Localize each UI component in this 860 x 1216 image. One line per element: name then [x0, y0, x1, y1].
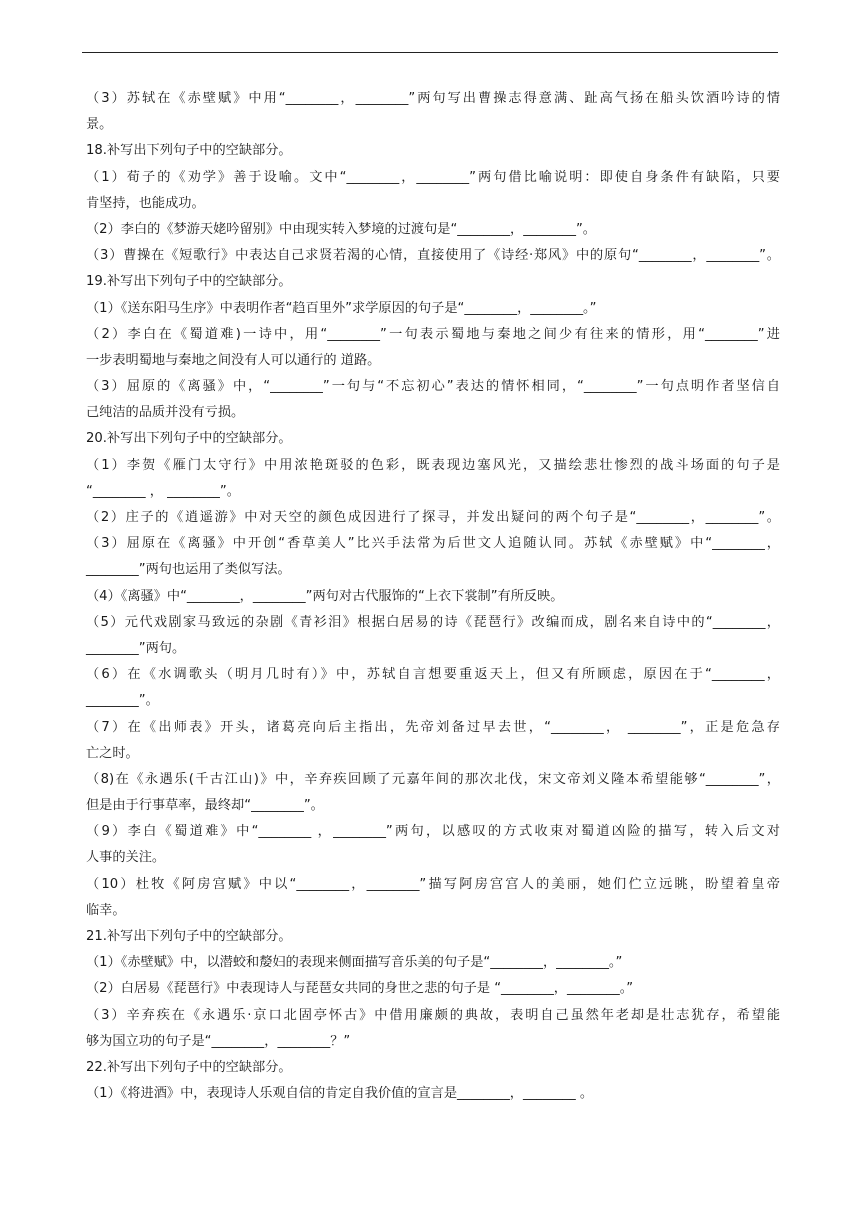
text-line: （2）李白在《蜀道难)一诗中，用“________”一句表示蜀地与秦地之间少有往来的情形，用“________”进 [86, 326, 780, 342]
text-line: （10）杜牧《阿房宫赋》中以“________，________”描写阿房宫宫人的美丽，她们伫立远眺，盼望着皇帝 [86, 876, 780, 892]
text-line: 己纯洁的品质并没有亏损。 [86, 405, 245, 421]
text-line: ________”。 [86, 693, 159, 709]
text-line: 景。 [86, 117, 113, 133]
text-line: 临幸。 [86, 902, 126, 918]
text-line: 一步表明蜀地与秦地之间没有人可以通行的 道路。 [86, 352, 381, 368]
text-line: 人事的关注。 [86, 850, 166, 866]
text-line: （1）《将进酒》中，表现诗人乐观自信的肯定自我价值的宣言是________，________ 。 [86, 1086, 594, 1102]
text-line: “________ ， ________”。 [86, 483, 240, 499]
text-line: （3）苏轼在《赤壁赋》中用“________，________”两句写出曹操志得意满、趾高气扬在船头饮酒吟诗的情 [86, 91, 780, 106]
text-line: 19.补写出下列句子中的空缺部分。 [86, 274, 292, 290]
text-line: （4）《离骚》中“________，________”两句对古代服饰的“上衣下裳制”有所反映。 [86, 588, 564, 604]
text-line: 亡之时。 [86, 745, 139, 761]
text-line: （9）李白《蜀道难》中“________ ，________”两句，以感叹的方式收束对蜀道凶险的描写，转入后文对 [86, 824, 780, 840]
text-line: ________”两句也运用了类似写法。 [86, 562, 291, 578]
text-line: 但是由于行事草率，最终却“________”。 [86, 798, 324, 814]
text-line: ________”两句。 [86, 640, 186, 656]
text-line: （2）庄子的《逍遥游》中对天空的颜色成因进行了探寻，并发出疑问的两个句子是“________，________”。 [86, 510, 780, 525]
text-line: （3）屈原的《离骚》中，“________”一句与“不忘初心”表达的情怀相同，“________”一句点明作者坚信自 [86, 379, 780, 395]
text-line: 22.补写出下列句子中的空缺部分。 [86, 1059, 292, 1075]
text-line: （2）白居易《琵琶行》中表现诗人与琵琶女共同的身世之悲的句子是 “________，________。” [86, 981, 634, 997]
text-line: （6）在《水调歌头（明月几时有）》中，苏轼自言想要重返天上，但又有所顾虑，原因在于“________， [86, 667, 780, 683]
text-line: 20.补写出下列句子中的空缺部分。 [86, 431, 292, 447]
header-rule [82, 52, 778, 53]
text-line: （5）元代戏剧家马致远的杂剧《青衫泪》根据白居易的诗《琵琶行》改编而成，剧名来自诗中的“________， [86, 614, 780, 630]
document-body [86, 86, 780, 1107]
text-line: （1）《送东阳马生序》中表明作者“趋百里外”求学原因的句子是“________，________。” [86, 300, 597, 316]
text-line: （1）荀子的《劝学》善于设喻。文中“________，________”两句借比喻说明：即使自身条件有缺陷，只要 [86, 169, 780, 185]
text-line: （7）在《出师表》开头，诸葛亮向后主指出，先帝刘备过早去世，“________， ________”，正是危急存 [86, 719, 780, 735]
text-line: （3）辛弃疾在《永遇乐·京口北固亭怀古》中借用廉颇的典故，表明自己虽然年老却是壮志犹存，希望能 [86, 1007, 780, 1023]
text-line: 21.补写出下列句子中的空缺部分。 [86, 929, 292, 944]
text-line: （2）李白的《梦游天姥吟留别》中由现实转入梦境的过渡句是“________，________”。 [86, 221, 596, 237]
text-line: 够为国立功的句子是“________，________？” [86, 1033, 351, 1049]
text-line: （3）曹操在《短歌行》中表达自己求贤若渴的心情，直接使用了《诗经·郑风》中的原句“________，________”。 [86, 248, 780, 264]
text-line: （8)在《永遇乐(千古江山)》中，辛弃疾回顾了元嘉年间的那次北伐，宋文帝刘义隆本希望能够“________”， [86, 771, 780, 787]
text-line: （3）屈原在《离骚》中开创“香草美人”比兴手法常为后世文人追随认同。苏轼《赤壁赋》中“________， [86, 536, 780, 552]
text-line: 18.补写出下列句子中的空缺部分。 [86, 143, 292, 159]
text-line: 肯坚持，也能成功。 [86, 195, 205, 211]
text-line: （1）《赤壁赋》中，以潜蛟和嫠妇的表现来侧面描写音乐美的句子是“________，________。” [86, 955, 623, 971]
text-line: （1）李贺《雁门太守行》中用浓艳斑驳的色彩，既表现边塞风光，又描绘悲壮惨烈的战斗场面的句子是 [86, 457, 780, 473]
